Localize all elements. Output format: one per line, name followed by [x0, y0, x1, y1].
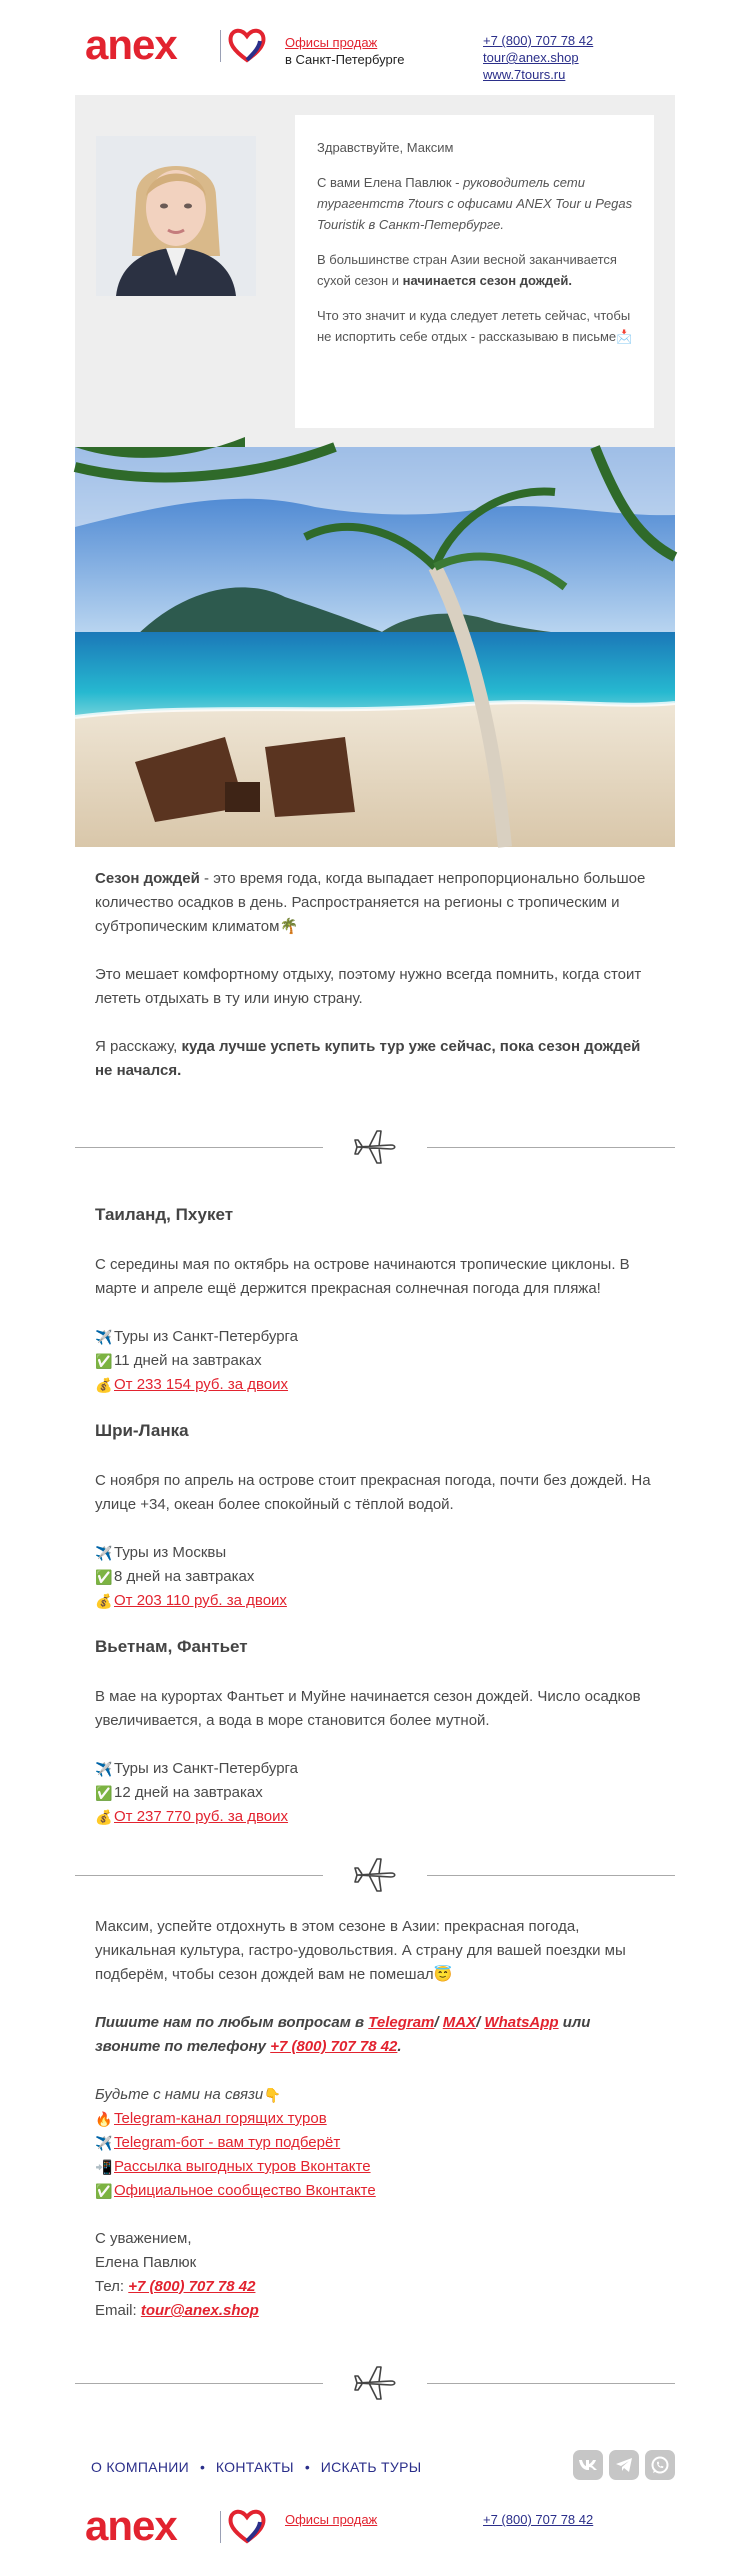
fire-icon: 🔥: [95, 2111, 113, 2127]
nav-about-link[interactable]: О КОМПАНИИ: [91, 2459, 189, 2475]
destination-sri-lanka: [75, 1419, 675, 1613]
offices-link[interactable]: Офисы продаж: [285, 35, 378, 50]
intro-paragraph-3: [95, 1035, 655, 1083]
footer-brand-strip: [75, 2502, 675, 2549]
link-row: [95, 2179, 655, 2203]
destination-facts: [95, 1325, 655, 1397]
fact-duration: [95, 1565, 655, 1589]
closing-phone-link[interactable]: +7 (800) 707 78 42: [270, 2038, 398, 2055]
offices-link[interactable]: Офисы продаж: [285, 2512, 378, 2527]
greeting-tease: [317, 305, 634, 347]
heart-icon: [227, 2507, 267, 2545]
anex-logo[interactable]: [85, 21, 265, 68]
destination-title: Таиланд, Пхукет: [95, 1205, 234, 1224]
header-email-link[interactable]: tour@anex.shop: [483, 50, 579, 65]
airplane-icon: [351, 1127, 399, 1167]
hero-beach-image: [75, 447, 675, 847]
plane-divider: [75, 2343, 675, 2423]
footer-contacts: [483, 2511, 593, 2528]
destination-description: С ноября по апрель на острове стоит прекрасная погода, почти без дождей. На улице +34, океан более спокойный с тёплой водой.: [95, 1472, 651, 1513]
plane-emoji-icon: ✈️: [95, 1545, 113, 1561]
anex-logo[interactable]: [85, 2502, 265, 2549]
closing-text: Максим, успейте отдохнуть в этом сезоне в Азии: прекрасная погода, уникальная культура, гастро-удовольствия. А страну для вашей поездки мы подберём, чтобы сезон дождей вам не помешал: [95, 1918, 626, 1983]
header-phone-link[interactable]: +7 (800) 707 78 42: [483, 33, 594, 48]
destination-facts: [95, 1541, 655, 1613]
check-icon: ✅: [95, 1353, 113, 1369]
offices-block: [285, 34, 404, 68]
contact-us-line: Пишите нам по любым вопросам в Telegram/ MAX/ WhatsApp или звоните по телефону +7 (800) 707 78 42.: [95, 2014, 591, 2055]
divider-line-right: [427, 2383, 675, 2384]
intro-prefix: С вами Елена Павлюк -: [317, 175, 464, 190]
duration-text: 12 дней на завтраках: [114, 1784, 263, 1801]
airplane-icon: [351, 2363, 399, 2403]
max-link[interactable]: MAX: [442, 2014, 477, 2031]
plane-emoji-icon: ✈️: [95, 2135, 113, 2151]
nav-contacts-link[interactable]: КОНТАКТЫ: [215, 2459, 294, 2475]
closing-paragraph: [95, 1915, 655, 1987]
vk-community-link[interactable]: Официальное сообщество Вконтакте: [114, 2182, 376, 2199]
nav-separator: •: [199, 2459, 205, 2475]
signature: [95, 2227, 655, 2323]
footer-phone-link[interactable]: +7 (800) 707 78 42: [483, 2512, 594, 2527]
author-name: Елена Павлюк: [95, 2254, 197, 2271]
plane-emoji-icon: ✈️: [95, 1329, 113, 1345]
duration-text: 8 дней на завтраках: [114, 1568, 255, 1585]
logo-divider: [220, 2511, 221, 2543]
palm-icon: 🌴: [279, 918, 299, 935]
greeting-block: [75, 95, 675, 447]
pointing-down-icon: 👇: [263, 2087, 281, 2103]
regards-text: С уважением,: [95, 2230, 192, 2247]
destination-title: Шри-Ланка: [95, 1421, 189, 1440]
vk-icon[interactable]: [573, 2450, 603, 2480]
destination-vietnam: [75, 1635, 675, 1829]
call-text: или звоните по телефону: [95, 2014, 591, 2055]
fact-departure: [95, 1541, 655, 1565]
greeting-hello: Здравствуйте, Максим: [317, 140, 454, 155]
header-contacts: [483, 32, 593, 83]
nav-separator: •: [304, 2459, 310, 2475]
link-row: [95, 2131, 655, 2155]
link-row: [95, 2155, 655, 2179]
telegram-link[interactable]: Telegram: [368, 2014, 435, 2031]
footer-social-icons: [573, 2450, 675, 2480]
tease-text: Что это значит и куда следует лететь сейчас, чтобы не испортить себе отдых - рассказываю в письме: [317, 308, 631, 344]
money-bag-icon: 💰: [95, 1809, 113, 1825]
rainy-season-term: Сезон дождей: [95, 870, 200, 887]
fact-price: [95, 1589, 655, 1613]
intro-paragraph-1: [95, 867, 655, 939]
fact-duration: [95, 1781, 655, 1805]
destination-description: В мае на курортах Фантьет и Муйне начинается сезон дождей. Число осадков увеличивается, а вода в море становится более мутной.: [95, 1688, 641, 1729]
greeting-season: [317, 249, 634, 291]
fact-departure: [95, 1757, 655, 1781]
portrait-image: [96, 136, 256, 296]
fact-price: [95, 1373, 655, 1397]
offices-block: [285, 2511, 377, 2528]
duration-text: 11 дней на завтраках: [114, 1352, 262, 1369]
logo-divider: [220, 30, 221, 62]
check-icon: ✅: [95, 1785, 113, 1801]
destination-description: С середины мая по октябрь на острове начинаются тропические циклоны. В марте и апреле ещё держится прекрасная солнечная погода для пляжа!: [95, 1256, 630, 1297]
plane-divider: [75, 1835, 675, 1915]
signature-email-link[interactable]: tour@anex.shop: [140, 2302, 259, 2319]
envelope-icon: 📩: [616, 329, 633, 344]
whatsapp-icon[interactable]: [645, 2450, 675, 2480]
footer-navigation: [75, 2423, 675, 2507]
whatsapp-link[interactable]: WhatsApp: [484, 2014, 559, 2031]
telegram-channel-link[interactable]: Telegram-канал горящих туров: [114, 2110, 327, 2127]
tel-label: Тел:: [95, 2278, 129, 2295]
divider-line-right: [427, 1875, 675, 1876]
write-prefix: Пишите нам по любым вопросам в: [95, 2014, 369, 2031]
signature-phone: [95, 2275, 655, 2299]
check-icon: ✅: [95, 2183, 113, 2199]
offices-city: в Санкт-Петербурге: [285, 52, 405, 67]
beach-illustration: [75, 447, 675, 847]
divider-line-left: [75, 1875, 323, 1876]
follow-line: [95, 2083, 655, 2107]
email-label: Email:: [95, 2302, 141, 2319]
email-header: [75, 0, 675, 95]
divider-line-left: [75, 1147, 323, 1148]
divider-line-right: [427, 1147, 675, 1148]
logo-wordmark: anex: [85, 21, 177, 68]
destination-title: Вьетнам, Фантьет: [95, 1637, 248, 1656]
check-icon: ✅: [95, 1569, 113, 1585]
signature-phone-link[interactable]: +7 (800) 707 78 42: [128, 2278, 256, 2295]
rainy-season-definition: - это время года, когда выпадает непропорционально большое количество осадков в день. Распространяется на регионы с тропическим и субтропическим климатом: [95, 870, 646, 935]
telegram-icon[interactable]: [609, 2450, 639, 2480]
price-link[interactable]: От 203 110 руб. за двоих: [114, 1592, 287, 1609]
logo-wordmark: anex: [85, 2502, 177, 2549]
greeting-letter: [295, 115, 654, 428]
follow-text: Будьте с нами на связи: [95, 2086, 264, 2103]
signature-email: [95, 2299, 655, 2323]
fact-duration: [95, 1349, 655, 1373]
link-row: [95, 2107, 655, 2131]
plane-emoji-icon: ✈️: [95, 1761, 113, 1777]
destination-thailand: [75, 1203, 675, 1397]
plane-divider: [75, 1107, 675, 1187]
telegram-bot-link[interactable]: Telegram-бот - вам тур подберёт: [114, 2134, 341, 2151]
money-bag-icon: 💰: [95, 1377, 113, 1393]
greeting-intro: [317, 172, 634, 235]
season-bold: начинается сезон дождей.: [402, 273, 573, 288]
fact-price: [95, 1805, 655, 1829]
departure-text: Туры из Санкт-Петербурга: [114, 1328, 299, 1345]
footer-nav-links: [91, 2459, 421, 2475]
heart-icon: [227, 26, 267, 64]
destination-facts: [95, 1757, 655, 1829]
author-photo: [96, 136, 256, 296]
departure-text: Туры из Москвы: [114, 1544, 227, 1561]
intro-p3-bold: куда лучше успеть купить тур уже сейчас, пока сезон дождей не начался.: [95, 1038, 641, 1079]
vk-newsletter-link[interactable]: Рассылка выгодных туров Вконтакте: [114, 2158, 371, 2175]
header-site-link[interactable]: www.7tours.ru: [483, 67, 566, 82]
money-bag-icon: 💰: [95, 1593, 113, 1609]
season-prefix: В большинстве стран Азии весной заканчивается сухой сезон и: [317, 252, 617, 288]
divider-line-left: [75, 2383, 323, 2384]
price-link[interactable]: От 233 154 руб. за двоих: [114, 1376, 289, 1393]
social-links-list: [95, 2083, 655, 2203]
nav-search-tours-link[interactable]: ИСКАТЬ ТУРЫ: [320, 2459, 422, 2475]
smile-icon: 😇: [433, 1966, 453, 1983]
mobile-phone-icon: 📲: [95, 2159, 113, 2175]
departure-text: Туры из Санкт-Петербурга: [114, 1760, 299, 1777]
closing-block: [75, 1915, 675, 2323]
intro-paragraph-2: Это мешает комфортному отдыху, поэтому нужно всегда помнить, когда стоит лететь отдыхать в ту или иную страну.: [95, 966, 642, 1007]
intro-p3-prefix: Я расскажу,: [95, 1038, 182, 1055]
fact-departure: [95, 1325, 655, 1349]
price-link[interactable]: От 237 770 руб. за двоих: [114, 1808, 289, 1825]
airplane-icon: [351, 1855, 399, 1895]
intro-italic: руководитель сети турагентств 7tours с офисами ANEX Tour и Pegas Touristik в Санкт-Петербурге.: [317, 175, 633, 232]
intro-text: [75, 847, 675, 1083]
